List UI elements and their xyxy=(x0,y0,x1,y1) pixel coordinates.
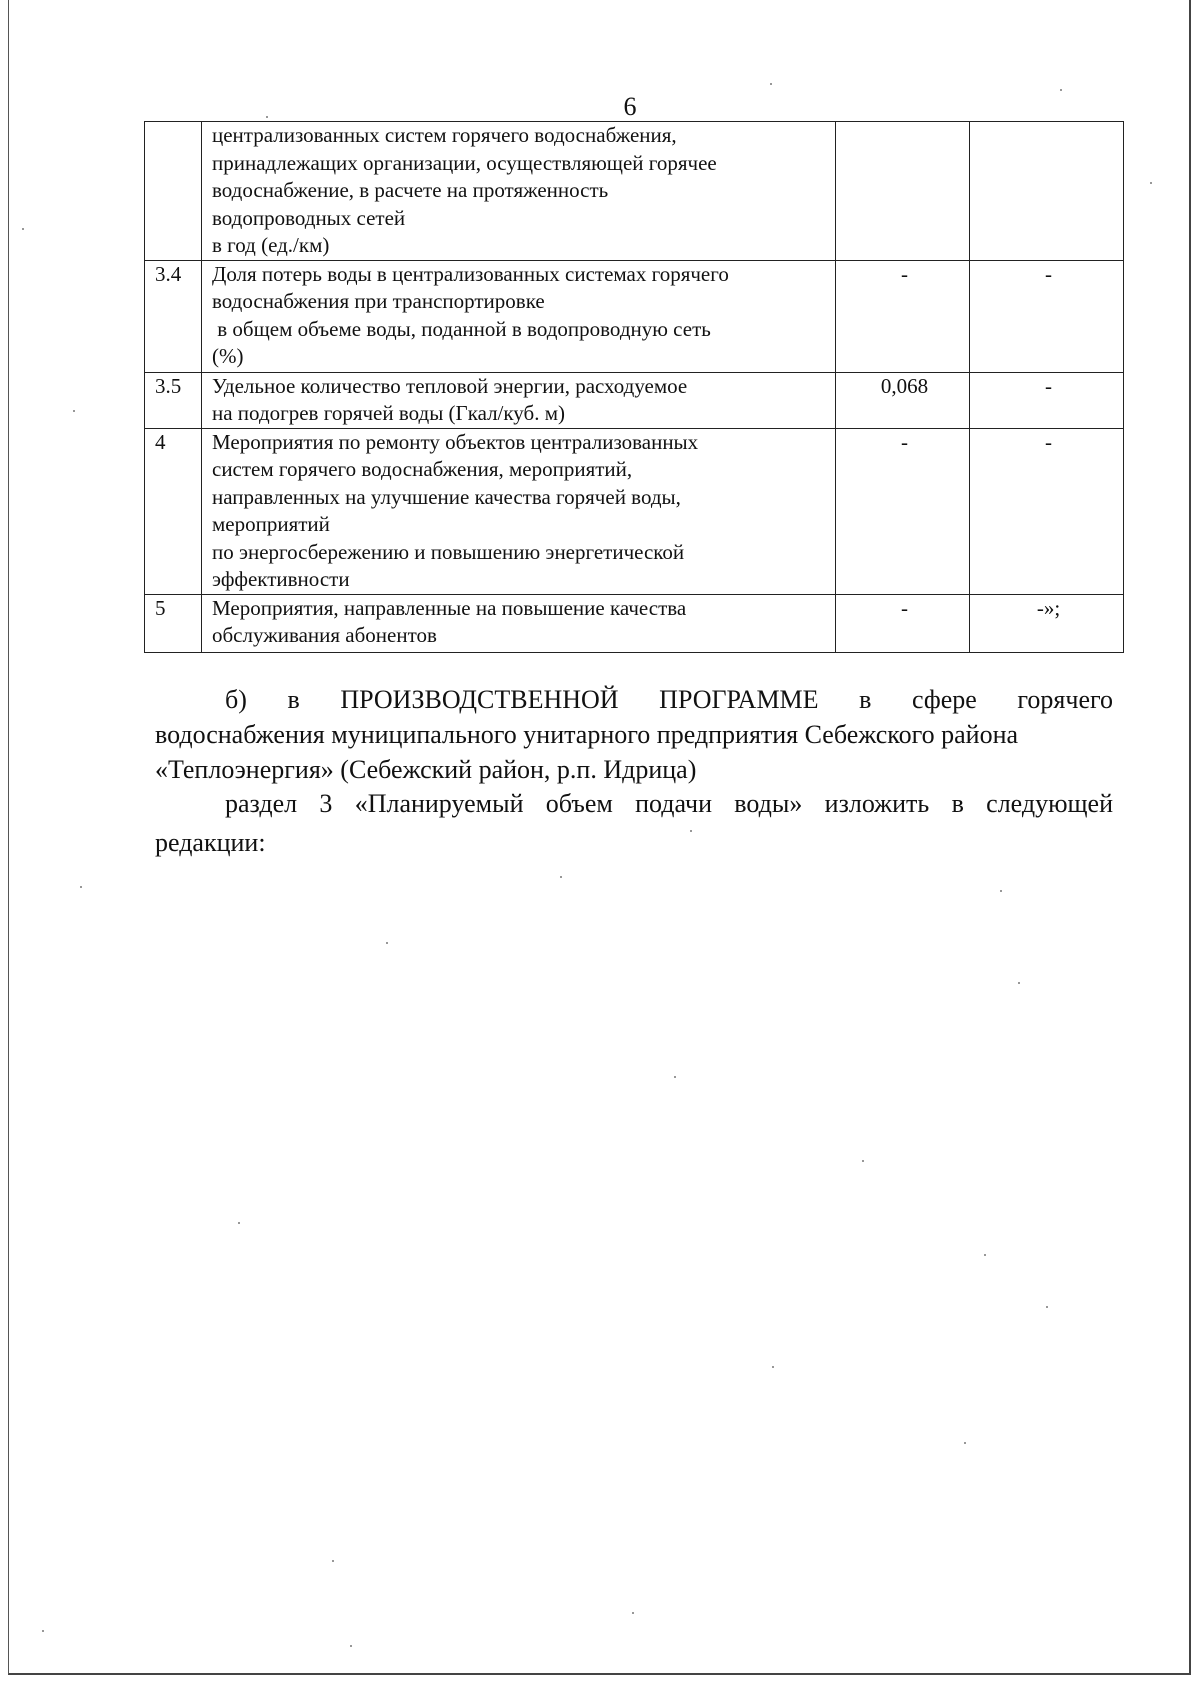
value-next-year xyxy=(970,122,1124,261)
table-row xyxy=(145,428,1124,594)
paragraph-section-rest: редакции: xyxy=(155,828,266,857)
description-line: Удельное количество тепловой энергии, расходуемое xyxy=(212,373,688,398)
description-line: мероприятий xyxy=(212,512,330,536)
row-description xyxy=(202,122,836,261)
description-line: систем горячего водоснабжения, мероприятий, xyxy=(212,457,633,481)
description-line: в общем объеме воды, поданной в водопроводную сеть xyxy=(212,316,711,341)
description-line: водоснабжения при транспортировке xyxy=(212,289,545,313)
row-description xyxy=(202,372,836,428)
description-line: по энергосбережению и повышению энергетической xyxy=(212,539,685,564)
value-plan-year: - xyxy=(836,260,970,372)
row-description xyxy=(202,594,836,652)
value-plan-year: 0,068 xyxy=(836,372,970,428)
page-number: 6 xyxy=(623,92,637,121)
description-line: эффективности xyxy=(212,567,350,591)
value-next-year: - xyxy=(970,372,1124,428)
description-line: Мероприятия по ремонту объектов централизованных xyxy=(212,429,699,454)
value-next-year: -»; xyxy=(970,594,1124,652)
description-line: обслуживания абонентов xyxy=(212,623,437,647)
indicators-table xyxy=(144,121,1124,653)
description-line: (%) xyxy=(212,344,244,368)
row-number: 3.4 xyxy=(145,260,202,372)
row-description xyxy=(202,428,836,594)
row-description xyxy=(202,260,836,372)
description-line: направленных на улучшение качества горячей воды, xyxy=(212,484,681,509)
paragraph-section xyxy=(155,786,1113,860)
paragraph-program-first-line: б) в ПРОИЗВОДСТВЕННОЙ ПРОГРАММЕ в сфере горячего xyxy=(225,685,1113,714)
value-plan-year xyxy=(836,122,970,261)
row-number xyxy=(145,122,202,261)
value-plan-year: - xyxy=(836,428,970,594)
table-row xyxy=(145,594,1124,652)
description-line: водоснабжение, в расчете на протяженность xyxy=(212,178,609,202)
value-next-year: - xyxy=(970,428,1124,594)
table-row xyxy=(145,122,1124,261)
table-row xyxy=(145,260,1124,372)
value-next-year: - xyxy=(970,260,1124,372)
table-row xyxy=(145,372,1124,428)
paragraph-program-rest: водоснабжения муниципального унитарного предприятия Себежского района «Теплоэнергия» (Себежский район, р.п. Идрица) xyxy=(155,720,1019,784)
paragraph-program xyxy=(155,682,1113,787)
paragraph-section-first-line: раздел 3 «Планируемый объем подачи воды» изложить в следующей xyxy=(225,789,1113,818)
description-line: принадлежащих организации, осуществляющей горячее xyxy=(212,150,717,175)
row-number: 5 xyxy=(145,594,202,652)
value-plan-year: - xyxy=(836,594,970,652)
row-number: 4 xyxy=(145,428,202,594)
description-line: Доля потерь воды в централизованных системах горячего xyxy=(212,261,729,286)
description-line: в год (ед./км) xyxy=(212,233,330,257)
description-line: централизованных систем горячего водоснабжения, xyxy=(212,123,677,147)
description-line: Мероприятия, направленные на повышение качества xyxy=(212,595,687,620)
description-line: на подогрев горячей воды (Гкал/куб. м) xyxy=(212,401,565,425)
description-line: водопроводных сетей xyxy=(212,205,406,230)
row-number: 3.5 xyxy=(145,372,202,428)
